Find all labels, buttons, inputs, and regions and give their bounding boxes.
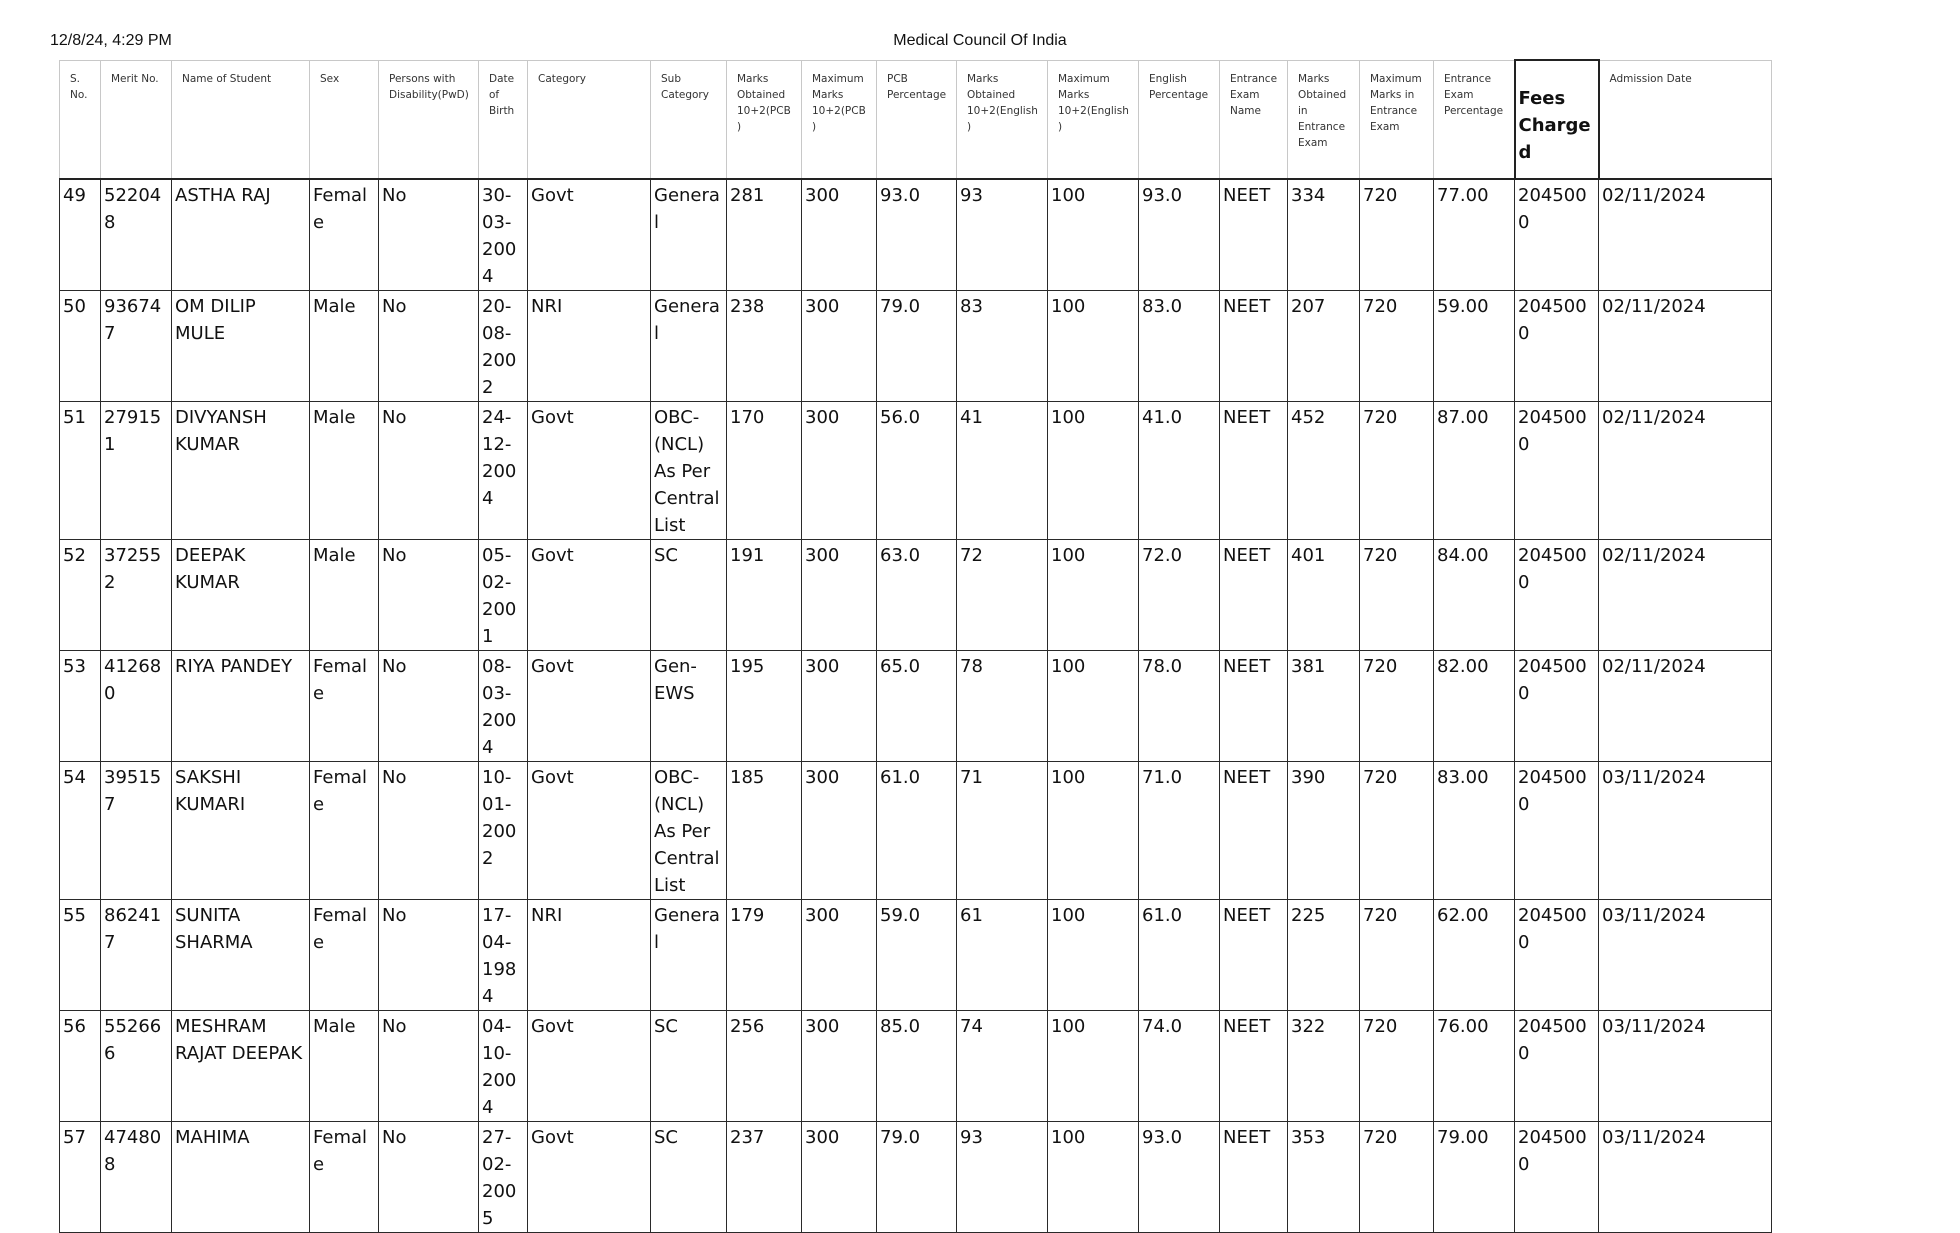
cell-sub-category: General [651, 900, 727, 1011]
cell-english-marks: 71 [957, 762, 1048, 900]
cell-pcb-max: 300 [802, 402, 877, 540]
cell-sex: Male [310, 291, 379, 402]
cell-category: NRI [528, 900, 651, 1011]
cell-english-max: 100 [1048, 291, 1139, 402]
cell-exam-pct: 79.00 [1434, 1122, 1515, 1233]
table-row [60, 762, 1772, 900]
cell-name: DIVYANSH KUMAR [172, 402, 310, 540]
cell-english-pct: 72.0 [1139, 540, 1220, 651]
cell-exam-max: 720 [1360, 179, 1434, 291]
cell-exam-marks: 322 [1288, 1011, 1360, 1122]
cell-exam-pct: 82.00 [1434, 651, 1515, 762]
cell-name: SUNITA SHARMA [172, 900, 310, 1011]
cell-exam-name: NEET [1220, 1122, 1288, 1233]
table-row [60, 179, 1772, 291]
cell-english-pct: 78.0 [1139, 651, 1220, 762]
cell-exam-max: 720 [1360, 1011, 1434, 1122]
cell-pcb-max: 300 [802, 900, 877, 1011]
cell-english-max: 100 [1048, 1122, 1139, 1233]
cell-sex: Female [310, 179, 379, 291]
table-container [59, 59, 1707, 1229]
cell-english-pct: 74.0 [1139, 1011, 1220, 1122]
col-header-exam-name: Entrance Exam Name [1220, 60, 1288, 179]
cell-exam-name: NEET [1220, 900, 1288, 1011]
print-datetime: 12/8/24, 4:29 PM [50, 32, 172, 49]
cell-dob: 05-02-2001 [479, 540, 528, 651]
col-header-english-pct: English Percentage [1139, 60, 1220, 179]
table-row [60, 1122, 1772, 1233]
cell-merit-no: 474808 [101, 1122, 172, 1233]
col-header-exam-marks: Marks Obtained in Entrance Exam [1288, 60, 1360, 179]
cell-pwd: No [379, 402, 479, 540]
cell-exam-max: 720 [1360, 291, 1434, 402]
cell-sno: 50 [60, 291, 101, 402]
cell-dob: 10-01-2002 [479, 762, 528, 900]
col-header-name: Name of Student [172, 60, 310, 179]
cell-exam-marks: 452 [1288, 402, 1360, 540]
cell-english-max: 100 [1048, 402, 1139, 540]
cell-exam-pct: 59.00 [1434, 291, 1515, 402]
cell-english-marks: 61 [957, 900, 1048, 1011]
cell-english-pct: 61.0 [1139, 900, 1220, 1011]
cell-pcb-pct: 59.0 [877, 900, 957, 1011]
cell-exam-marks: 353 [1288, 1122, 1360, 1233]
print-header [0, 32, 1755, 54]
cell-pcb-max: 300 [802, 1011, 877, 1122]
cell-sub-category: OBC-(NCL) As Per Central List [651, 762, 727, 900]
col-header-pcb-marks: Marks Obtained 10+2(PCB) [727, 60, 802, 179]
cell-sno: 49 [60, 179, 101, 291]
col-header-english-max: Maximum Marks 10+2(English) [1048, 60, 1139, 179]
col-header-admission-date: Admission Date [1599, 60, 1772, 179]
cell-english-max: 100 [1048, 762, 1139, 900]
cell-merit-no: 412680 [101, 651, 172, 762]
table-row [60, 1011, 1772, 1122]
cell-merit-no: 552666 [101, 1011, 172, 1122]
cell-pcb-max: 300 [802, 762, 877, 900]
cell-exam-pct: 76.00 [1434, 1011, 1515, 1122]
cell-english-pct: 93.0 [1139, 179, 1220, 291]
cell-fees: 2045000 [1515, 540, 1599, 651]
col-header-fees: Fees Charged [1515, 60, 1599, 179]
cell-admission-date: 02/11/2024 [1599, 651, 1772, 762]
cell-english-pct: 71.0 [1139, 762, 1220, 900]
cell-sub-category: SC [651, 540, 727, 651]
cell-exam-marks: 225 [1288, 900, 1360, 1011]
cell-admission-date: 02/11/2024 [1599, 540, 1772, 651]
cell-sno: 54 [60, 762, 101, 900]
cell-exam-name: NEET [1220, 402, 1288, 540]
cell-exam-marks: 207 [1288, 291, 1360, 402]
col-header-exam-max: Maximum Marks in Entrance Exam [1360, 60, 1434, 179]
cell-pcb-marks: 191 [727, 540, 802, 651]
cell-exam-max: 720 [1360, 1122, 1434, 1233]
table-row [60, 900, 1772, 1011]
cell-name: MAHIMA [172, 1122, 310, 1233]
cell-sno: 52 [60, 540, 101, 651]
cell-exam-name: NEET [1220, 540, 1288, 651]
table-row [60, 402, 1772, 540]
cell-merit-no: 936747 [101, 291, 172, 402]
cell-english-marks: 93 [957, 179, 1048, 291]
cell-category: Govt [528, 179, 651, 291]
cell-fees: 2045000 [1515, 402, 1599, 540]
cell-english-marks: 83 [957, 291, 1048, 402]
cell-name: MESHRAM RAJAT DEEPAK [172, 1011, 310, 1122]
cell-english-max: 100 [1048, 1011, 1139, 1122]
cell-exam-max: 720 [1360, 900, 1434, 1011]
cell-pwd: No [379, 651, 479, 762]
cell-category: NRI [528, 291, 651, 402]
cell-dob: 08-03-2004 [479, 651, 528, 762]
cell-exam-max: 720 [1360, 651, 1434, 762]
col-header-english-marks: Marks Obtained 10+2(English) [957, 60, 1048, 179]
cell-exam-pct: 62.00 [1434, 900, 1515, 1011]
cell-sub-category: General [651, 291, 727, 402]
cell-sex: Male [310, 402, 379, 540]
cell-fees: 2045000 [1515, 291, 1599, 402]
cell-fees: 2045000 [1515, 900, 1599, 1011]
cell-category: Govt [528, 540, 651, 651]
table-row [60, 651, 1772, 762]
col-header-pcb-max: Maximum Marks 10+2(PCB) [802, 60, 877, 179]
cell-pcb-pct: 65.0 [877, 651, 957, 762]
cell-exam-pct: 84.00 [1434, 540, 1515, 651]
cell-pcb-max: 300 [802, 291, 877, 402]
cell-name: OM DILIP MULE [172, 291, 310, 402]
cell-dob: 24-12-2004 [479, 402, 528, 540]
cell-pcb-marks: 238 [727, 291, 802, 402]
cell-pcb-marks: 237 [727, 1122, 802, 1233]
cell-english-marks: 74 [957, 1011, 1048, 1122]
admissions-table [59, 59, 1772, 1233]
cell-admission-date: 03/11/2024 [1599, 762, 1772, 900]
cell-category: Govt [528, 1011, 651, 1122]
cell-sno: 56 [60, 1011, 101, 1122]
cell-name: RIYA PANDEY [172, 651, 310, 762]
cell-pcb-marks: 256 [727, 1011, 802, 1122]
cell-pcb-pct: 85.0 [877, 1011, 957, 1122]
cell-english-marks: 41 [957, 402, 1048, 540]
col-header-merit-no: Merit No. [101, 60, 172, 179]
cell-fees: 2045000 [1515, 1122, 1599, 1233]
cell-english-pct: 93.0 [1139, 1122, 1220, 1233]
cell-dob: 30-03-2004 [479, 179, 528, 291]
cell-sex: Female [310, 1122, 379, 1233]
cell-pcb-marks: 179 [727, 900, 802, 1011]
cell-admission-date: 02/11/2024 [1599, 179, 1772, 291]
cell-exam-name: NEET [1220, 762, 1288, 900]
cell-fees: 2045000 [1515, 179, 1599, 291]
cell-merit-no: 279151 [101, 402, 172, 540]
cell-pcb-pct: 79.0 [877, 1122, 957, 1233]
cell-exam-max: 720 [1360, 402, 1434, 540]
col-header-sub-category: Sub Category [651, 60, 727, 179]
cell-dob: 20-08-2002 [479, 291, 528, 402]
cell-category: Govt [528, 402, 651, 540]
cell-pwd: No [379, 1011, 479, 1122]
cell-exam-max: 720 [1360, 540, 1434, 651]
cell-pcb-pct: 93.0 [877, 179, 957, 291]
cell-name: ASTHA RAJ [172, 179, 310, 291]
cell-sex: Female [310, 900, 379, 1011]
cell-exam-name: NEET [1220, 179, 1288, 291]
cell-exam-name: NEET [1220, 1011, 1288, 1122]
col-header-sno: S. No. [60, 60, 101, 179]
cell-dob: 27-02-2005 [479, 1122, 528, 1233]
col-header-pwd: Persons with Disability(PwD) [379, 60, 479, 179]
cell-exam-name: NEET [1220, 651, 1288, 762]
cell-exam-pct: 87.00 [1434, 402, 1515, 540]
cell-pcb-max: 300 [802, 540, 877, 651]
col-header-exam-pct: Entrance Exam Percentage [1434, 60, 1515, 179]
cell-pwd: No [379, 900, 479, 1011]
cell-admission-date: 03/11/2024 [1599, 900, 1772, 1011]
cell-category: Govt [528, 1122, 651, 1233]
cell-merit-no: 862417 [101, 900, 172, 1011]
cell-merit-no: 372552 [101, 540, 172, 651]
cell-exam-pct: 83.00 [1434, 762, 1515, 900]
col-header-category: Category [528, 60, 651, 179]
cell-english-max: 100 [1048, 540, 1139, 651]
col-header-sex: Sex [310, 60, 379, 179]
cell-merit-no: 522048 [101, 179, 172, 291]
cell-sno: 51 [60, 402, 101, 540]
cell-exam-name: NEET [1220, 291, 1288, 402]
cell-category: Govt [528, 651, 651, 762]
cell-pcb-marks: 185 [727, 762, 802, 900]
col-header-dob: Date of Birth [479, 60, 528, 179]
table-row [60, 540, 1772, 651]
cell-admission-date: 02/11/2024 [1599, 402, 1772, 540]
cell-sex: Male [310, 540, 379, 651]
cell-pcb-pct: 56.0 [877, 402, 957, 540]
cell-english-max: 100 [1048, 900, 1139, 1011]
cell-name: DEEPAK KUMAR [172, 540, 310, 651]
cell-sub-category: SC [651, 1122, 727, 1233]
cell-sub-category: OBC-(NCL) As Per Central List [651, 402, 727, 540]
cell-exam-marks: 334 [1288, 179, 1360, 291]
cell-english-pct: 41.0 [1139, 402, 1220, 540]
cell-pcb-max: 300 [802, 1122, 877, 1233]
cell-sno: 53 [60, 651, 101, 762]
cell-merit-no: 395157 [101, 762, 172, 900]
cell-admission-date: 02/11/2024 [1599, 291, 1772, 402]
cell-pwd: No [379, 1122, 479, 1233]
cell-fees: 2045000 [1515, 762, 1599, 900]
cell-admission-date: 03/11/2024 [1599, 1122, 1772, 1233]
cell-english-marks: 72 [957, 540, 1048, 651]
cell-pcb-marks: 170 [727, 402, 802, 540]
cell-pcb-pct: 79.0 [877, 291, 957, 402]
cell-fees: 2045000 [1515, 651, 1599, 762]
cell-sno: 55 [60, 900, 101, 1011]
cell-pcb-marks: 195 [727, 651, 802, 762]
cell-admission-date: 03/11/2024 [1599, 1011, 1772, 1122]
table-row [60, 291, 1772, 402]
cell-sub-category: General [651, 179, 727, 291]
col-header-pcb-pct: PCB Percentage [877, 60, 957, 179]
cell-english-max: 100 [1048, 179, 1139, 291]
cell-name: SAKSHI KUMARI [172, 762, 310, 900]
cell-exam-marks: 390 [1288, 762, 1360, 900]
cell-sub-category: Gen-EWS [651, 651, 727, 762]
cell-sex: Female [310, 762, 379, 900]
cell-category: Govt [528, 762, 651, 900]
cell-exam-marks: 381 [1288, 651, 1360, 762]
cell-pwd: No [379, 179, 479, 291]
cell-english-pct: 83.0 [1139, 291, 1220, 402]
cell-english-marks: 93 [957, 1122, 1048, 1233]
cell-pwd: No [379, 540, 479, 651]
cell-pwd: No [379, 291, 479, 402]
cell-exam-marks: 401 [1288, 540, 1360, 651]
cell-pcb-pct: 61.0 [877, 762, 957, 900]
cell-sub-category: SC [651, 1011, 727, 1122]
cell-dob: 17-04-1984 [479, 900, 528, 1011]
cell-sno: 57 [60, 1122, 101, 1233]
cell-exam-max: 720 [1360, 762, 1434, 900]
cell-english-marks: 78 [957, 651, 1048, 762]
cell-pcb-max: 300 [802, 651, 877, 762]
cell-dob: 04-10-2004 [479, 1011, 528, 1122]
cell-fees: 2045000 [1515, 1011, 1599, 1122]
cell-pcb-pct: 63.0 [877, 540, 957, 651]
cell-pwd: No [379, 762, 479, 900]
page-title: Medical Council Of India [893, 32, 1067, 49]
cell-english-max: 100 [1048, 651, 1139, 762]
table-body [60, 179, 1772, 1233]
cell-exam-pct: 77.00 [1434, 179, 1515, 291]
table-header-row [60, 60, 1772, 179]
cell-pcb-marks: 281 [727, 179, 802, 291]
cell-sex: Female [310, 651, 379, 762]
cell-sex: Male [310, 1011, 379, 1122]
cell-pcb-max: 300 [802, 179, 877, 291]
